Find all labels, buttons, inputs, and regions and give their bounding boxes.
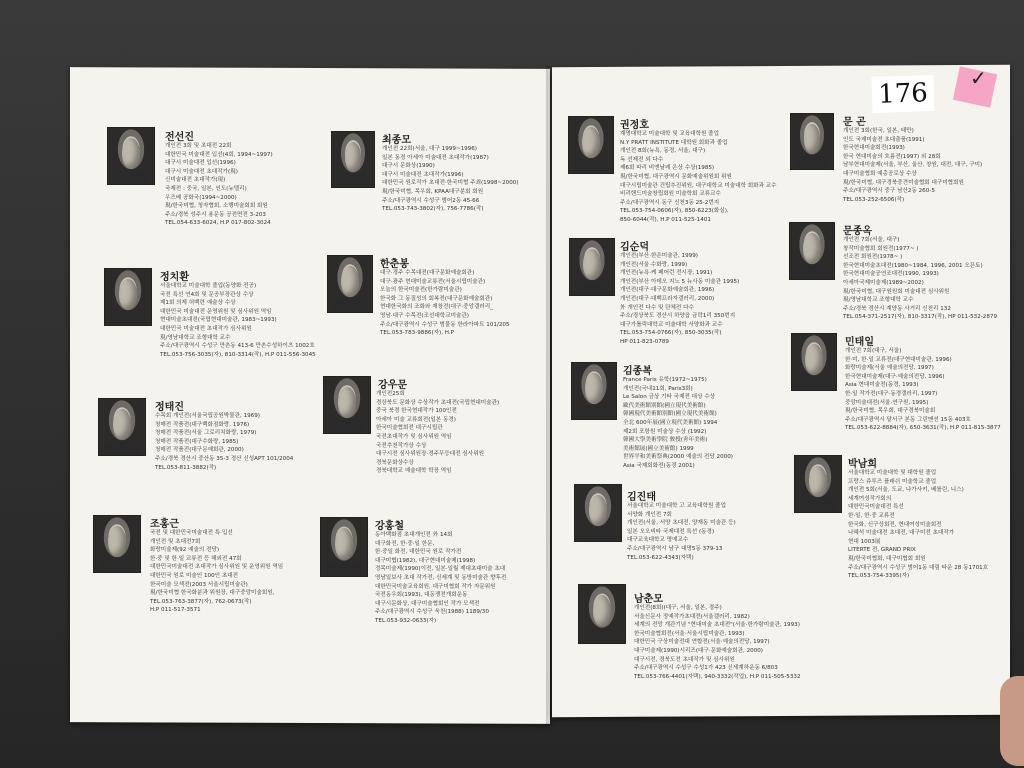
artist-name: 문 곤 bbox=[843, 117, 866, 128]
artist-name: 전선진 bbox=[165, 132, 194, 143]
artist-bio: 대구·경주 수목대전(대구문화예술회관) 대구·광주 현대미술교류전(서울시립미술관) 오늘의 한국미술전(한가람미술관) 한국화 그 동질성의 회복전(대구문화예술회관) 현대한국화의 조화와 재창전(대구·중앙갤러리_ 영남·대구 수목전(조선대학교미술관) 주소/대구광역시 수성구 범물동 한라아파트 101/205 TEL.053-783-9886(자), H.P bbox=[380, 270, 510, 337]
artist-name: 정치환 bbox=[160, 272, 189, 283]
artist-portrait bbox=[571, 362, 617, 420]
artist-bio: France Paris 유학(1972~1975) 개인전(국내11회, Paris3회) Le Salon 금상 기타 국제전 대상 수상 歐代美術館別館(國立現代美術館) 韓國現代美術館別館(國立現代美術館) 全北 600年展(國立現代美術館) 1994 제2회 포항원 미술상 수상 (1992) 韓國大學美術學院 敎授(靑年美術) 美術館展(國立美術館) 1999 世界平和美術祭典(2000 예술의 전당 2000) Asia 국제회화전(동경 2001) bbox=[623, 377, 733, 469]
artist-name: 김순덕 bbox=[620, 242, 649, 253]
artist-bio: 개인전(부산·한은미술관, 1999) 개인전(서울·수화랑, 1999) 개인전(뉴욕·케 페어런 전시장, 1991) 개인전(부산 아데오 지노 5 뉴사동 미술관 1995) 개인전(대구·대구문화예술회관, 1996) 개인전(대구·대백프라자갤러리, 2000) 外 개인전 다수 및 단체전 다수 주소/경상북도 경산시 하양읍 금락1리 350번지 대구가톨릭대학교 미술대학 서양화과 교수 TEL.053-754-0766(자), 850-3035(작) HP 011-823-0789 bbox=[620, 253, 740, 345]
artist-portrait bbox=[327, 255, 373, 313]
artist-name: 문종옥 bbox=[843, 226, 872, 237]
artist-name: 한춘봉 bbox=[380, 259, 409, 270]
artist-bio: 서울대학교 미술대학 및 대학원 졸업 프랑스 쥬루즈 플래쉬 미술학교 졸업 개인전 5회(서울, 도쿄, 나가사키, 베를린, 니스) 세계여성작가회의 대한민국미술대전 특선 한·일, 한·중 교류전 한국화, 신구상회전, 현대여성미술회전 나혜석 미술대전 초대전, 대구미전 초대작가 현대 1003展 LITERTE 전, GRAND PRIX 現/한국미협회, 대구미협회 회원 주소/대구광역시 수성구 범어1동 대림 타운 28 동1701호 TEL.053-754-3395(자) bbox=[848, 470, 989, 580]
artist-name: 권정호 bbox=[620, 120, 649, 131]
artist-portrait bbox=[789, 222, 835, 280]
artist-bio: 개인전 7회(서울, 대구) 창작미술협회 회원전(1977~ ) 선조전 회원전(1978~ ) 한국현대미술초대전(1980~1984, 1996, 2001 오픈토) 한국현대미술공연조대전(1990, 1993) 아세아국제미술제(1989~2002) 現/한국미협, 대구원원회 미술대전 심사위원 現/영남대학교 조형대학 교수 주소/경북 경산시 계양동 사거리 신천리 132 TEL.054-371-2517(자), 810-3317(작), HP 011-532-2879 bbox=[843, 237, 998, 321]
checkmark-icon: ✓ bbox=[970, 66, 987, 90]
artist-bio: 국전 및 대한민국미술대전 특·입선 개인전 및 초대전7회 화랑미술제(92 예술의 전당) 한·중 및 한·일 교류전 등 해외전 47회 대한민국미술대전 초대작가 심사위원 및 운영위원 역임 대한민국 원로 미술인 100인 초대전 한국미술 모색전(2003 서울시립미술관) 現/한국미협 한국화분과 위원장, 대구중앙미술회원, TEL.053-763-3877(자), 762-0673(작) H.P 011-517-3571 bbox=[150, 530, 284, 614]
artist-portrait bbox=[104, 268, 152, 326]
artist-portrait bbox=[574, 484, 622, 542]
artist-portrait bbox=[790, 113, 834, 170]
artist-name: 민태일 bbox=[845, 337, 874, 348]
artist-name: 김종복 bbox=[623, 366, 652, 377]
artist-name: 강우문 bbox=[378, 380, 407, 391]
artist-portrait bbox=[93, 515, 141, 573]
artist-portrait bbox=[568, 116, 614, 174]
artist-bio: 서울대학교 미술대학 졸업(동양화 전공) 국전 특선 연4회 및 문공부장관상 수상 제1회 의제 허백련 예술상 수상 대한민국 미술대전 운영위원 및 심사위원 역임 현대미술초대전(국립현대미술관, 1983~1993) 대한민국 미술대전 초대작가 심사위원 現/영남대학교 조형대학 교수 주소/대구광역시 수성구 만촌동 413-6 만촌수성하이츠 1002호 TEL.053-756-3035(자), 810-3314(작), H.P 011-556-3045 bbox=[160, 283, 316, 358]
artist-portrait bbox=[794, 455, 842, 513]
thumb bbox=[1000, 676, 1024, 766]
book-gutter bbox=[546, 66, 556, 724]
artist-name: 조홍근 bbox=[150, 519, 179, 530]
artist-bio: 개인전 7회(대구, 서울) 한·미, 한·일 교류전(대구현대미술관, 1996) 화랑미술제(서울 예술의전당, 1997) 한국현대미술제(대구·예술의전당, 1996) Asia 현대미술전(동경, 1993) 한·일 작가전(대구·동경갤러리, 1997) 중앙미술대전(서울·연구원, 1995) 現/한국미협, 목우회, 대구경북미술회 주소/대구광역시 달서구 본동 그린맨션 15동 403호 TEL.053-622-8884(자), 650-3631(작), H.P 011-815-3877 bbox=[845, 348, 1001, 432]
artist-name: 정태진 bbox=[155, 402, 184, 413]
artist-name: 박남희 bbox=[848, 459, 877, 470]
artist-name: 김진태 bbox=[627, 492, 656, 503]
artist-bio: 수목회 개인전(서울국립공원박물관, 1969) 청매전 작품전(대구백화점화랑, 1976) 청매전 작품전(서울 그로리치화랑, 1979) 청매전 작품전(대구수화랑, 1985) 청매전 작품전(대구문예회관, 2000) 주소/경북 경산시 중산동 35-3 경산 신성APT 101/2004 TEL.053-811-3882(작) bbox=[155, 413, 294, 471]
artist-portrait bbox=[320, 517, 368, 577]
artist-bio: 개인전 3회(한국, 일본, 태만) 인도 국제미술전 초대출품(1991) 한국현대미술회전(1993) 한국 현대미술의 흐름전(1997) 외 28회 남부현대미술제(서울, 부산, 울산, 창원, 대전, 대구, 구미) 대구미술협회 예총공로상 수상 現/한국미협, 대구경북중견미술협회 대구미협회원 주소/대구광역시 중구 남산2동 260-5 TEL.053-252-6506(작) bbox=[843, 128, 983, 203]
artist-bio: 동아백화점 초대개인전 外 14회 대구화전, 한·중·일 한문, 한·중일 화전, 대한민국 원로 작가전 대구미협(1982), 대구현대미술제(1998) 정목미술제(1990)이전, 일본·일월 제대초대미술 초대 영남일보사 초대 작가전, 신세계 및 동방미술관 향후전 대한민국미술교육회원, 대구미협회 작가 자문위원 국전동우회(1993), 대동쟁전개회운동 대구시문화상, 대구미술협회인 작가 모색전 주소/대구광역시 수성구 욱천(1988) 1189/30 TEL.053-932-0633(자) bbox=[375, 532, 507, 624]
artist-name: 남춘모 bbox=[634, 594, 663, 605]
artist-bio: 개인전 22회(서울, 대구 1999~1996) 일본 동경 아세아 미술대전 초대작가(1987) 대구시 문화상(1990) 대구시 미술대전 초대작가(1996) 대한민국 원로작가 초대전·한국미협 주최(1998~2000) 現/한국미협, 목우회, KPAA대구분회 회원 주소/대구광역시 수성구 범어2동 45-66 TEL.053-743-3802(자), 756-7786(작) bbox=[382, 146, 519, 213]
artist-portrait bbox=[791, 333, 837, 391]
artist-bio: 개인전 3회 및 초대전 22회 대한민국 미술대전 입선(4회, 1994~1997) 대구시 미술대전 입선(1996) 대구시 미술대전 초대작가(現) 신미술대전 초대작가(現) 국제전 : 중국, 일본, 인도(뉴델리) 우즈베 공화국(1994~2000) 現/한국미협, 청자협회, 소행미술회회 회원 주소/경북 성주시 용문동 공전면전 3-203 TEL.054-633-6024, H.P 017-802-3024 bbox=[165, 143, 273, 227]
artist-bio: 개인전(8회)(대구, 서울, 일본, 경주) 서울신문사 정예작가초대전(서울갤러리, 1982) 세계의 전망 개관기념 "현대미술 초대전"(서울·한가람미술관, 1993) 한국미술협회전(서울·서울시립미술관, 1993) 대한민국 구상미술전대 연합전(서울·예술의전당, 1997) 대구미술제(1990)시리즈(대구·문화예술회관, 2000) 대구시전, 경북도전 초대작가 및 심사위원 주소/대구광역시 수성구 수성1가 423 신세계하운동 6/803 TEL.053-766-4401(자택), 940-3332(작업), H.P 011-505-5332 bbox=[634, 605, 801, 680]
artist-portrait bbox=[578, 584, 626, 644]
artist-name: 강홍철 bbox=[375, 521, 404, 532]
artist-portrait bbox=[569, 238, 615, 296]
page-number-label: 176 bbox=[871, 75, 934, 113]
artist-bio: 계명대학교 미술대학 및 교육대학원 졸업 N.Y PRATT INSTITUTE 대학원 회화과 졸업 개인전 8회(뉴욕, 동경, 서울, 대구) 독 선제전 외 다수 제6회 파리 비엔날레 은상 수상(1985) 現/한국미협, 대구광역시 문화예술위원회 위원 대구시립미술관 건립추진위원, 대구대학교 미술대학 회화과 교수 비리핸드미술창립회원 미술학회 교류교수 주소/대구광역시 동구 신천3동 25-2번지 TEL.053-754-0606(자), 850-6223(화실), 850-6044(작), H.P 011-525-1401 bbox=[620, 131, 777, 223]
artist-bio: 개인전25회 경상북도 문화상 수상작가 초대전(국립현대미술관) 중국 북경 한국현대작가 100인전 아세아 미술 교류회전(일본 동경) 한국미술협회전 대구시립관 국전초대작가 및 심사위원 역임 국전추천작가상 수상 대구시전 심사위원장·경주무등대전 심사위원 경북문화상수상 경북대학교 예술대학 학장 역임 bbox=[376, 391, 500, 475]
artist-name: 최종모 bbox=[382, 135, 411, 146]
artist-portrait bbox=[107, 127, 155, 185]
artist-portrait bbox=[98, 398, 146, 456]
artist-bio: 서울대학교 미술대학 고 교육대학원 졸업 서양화 개인전 7회 개인전(서울, 서양 초대전, 양재동 미술관 등) 일본 오오비타 국제대전 특선 (동경) 대구교육대학교 명예교수 주소/대구광역시 남구 대명5동 379-13 TEL.053-622-4343(자택) bbox=[627, 503, 736, 561]
artist-portrait bbox=[331, 131, 375, 188]
artist-portrait bbox=[323, 376, 371, 434]
